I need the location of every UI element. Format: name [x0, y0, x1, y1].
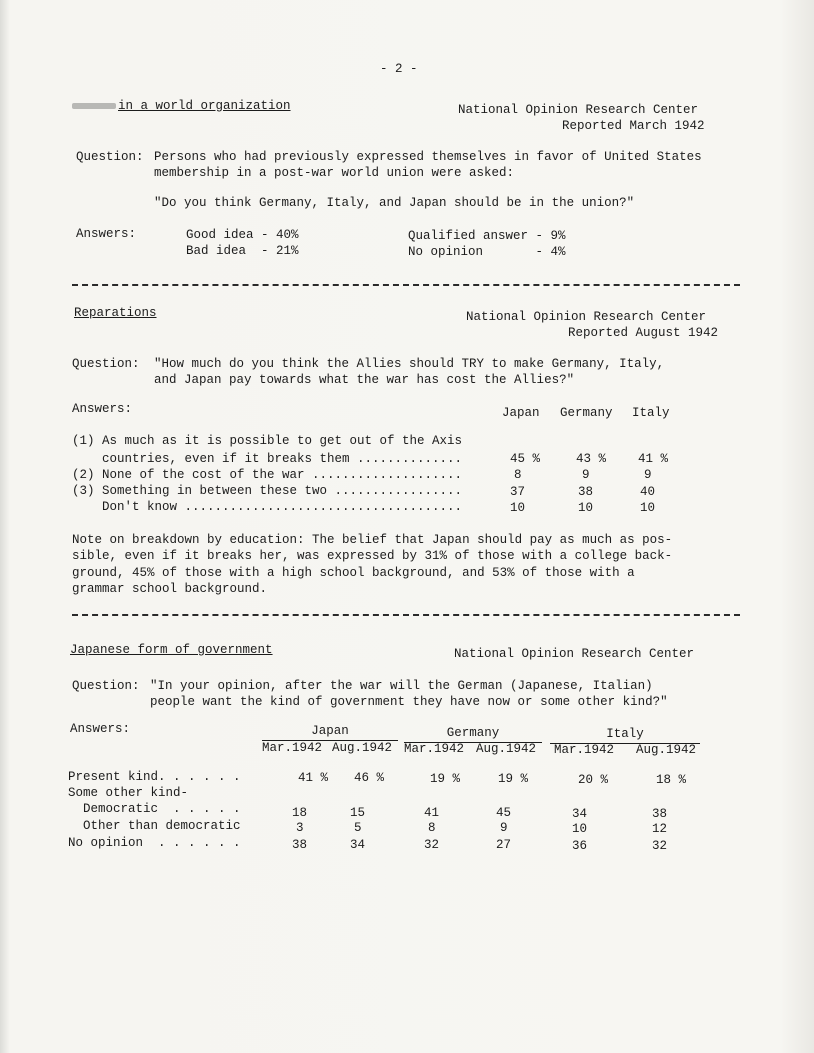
section1-answers-label: Answers: [76, 227, 137, 241]
section3-question-label: Question: [72, 679, 140, 693]
table-row-label: (2) None of the cost of the war .................... [72, 468, 463, 482]
section3-group-germany: Germany [446, 726, 500, 740]
table-cell: 10 [510, 501, 526, 515]
section2-question-label: Question: [72, 357, 140, 371]
table-row-label: No opinion . . . . . . [68, 836, 241, 850]
table-cell: 10 [578, 501, 594, 515]
section2-question-line2: and Japan pay towards what the war has cost the Allies?" [154, 373, 575, 387]
table-cell: 34 [350, 838, 366, 852]
table-row-label: Democratic . . . . . [68, 802, 241, 816]
table-row-label: Other than democratic [68, 819, 241, 833]
divider [72, 614, 740, 616]
subcol-header: Aug.1942 [332, 741, 393, 755]
section3-group-italy: Italy [606, 727, 644, 741]
section2-answers-label: Answers: [72, 402, 133, 416]
table-cell: 8 [514, 468, 522, 482]
table-cell: 19 % [429, 772, 460, 786]
section1-source: National Opinion Research Center [458, 103, 699, 117]
section1-question-label: Question: [76, 150, 144, 164]
section1-answer-no-opinion: No opinion - 4% [408, 245, 566, 259]
table-cell: 40 [640, 485, 656, 499]
section1-reported: Reported March 1942 [562, 119, 705, 133]
section2-reported: Reported August 1942 [568, 326, 719, 340]
section3-source: National Opinion Research Center [454, 647, 695, 661]
table-row-label: (1) As much as it is possible to get out of the Axis [72, 434, 463, 448]
section1-answer-good: Good idea - 40% [186, 228, 299, 242]
section3-group-japan: Japan [311, 724, 349, 738]
section1-title: in a world organization [118, 99, 291, 113]
section1-question-line1: Persons who had previously expressed themselves in favor of United States [154, 150, 702, 164]
section3-answers-label: Answers: [70, 722, 131, 736]
section2-col-germany: Germany [560, 406, 613, 420]
table-row-label: countries, even if it breaks them .............. [72, 452, 463, 466]
table-cell: 38 [292, 838, 308, 852]
table-cell: 10 [640, 501, 656, 515]
subcol-header: Aug.1942 [636, 743, 697, 757]
subcol-header: Mar.1942 [262, 741, 323, 755]
section2-note-line2: sible, even if it breaks her, was expressed by 31% of those with a college back- [72, 549, 673, 563]
obscured-title-start [72, 103, 116, 109]
table-cell: 27 [496, 838, 512, 852]
table-cell: 45 % [510, 452, 541, 466]
table-cell: 10 [572, 822, 588, 836]
table-row-label: (3) Something in between these two ................. [72, 484, 463, 498]
table-cell: 43 % [576, 452, 607, 466]
table-cell: 8 [428, 821, 436, 835]
section2-col-italy: Italy [632, 406, 670, 420]
table-cell: 37 [510, 485, 526, 499]
table-cell: 34 [572, 807, 588, 821]
subcol-header: Mar.1942 [404, 742, 465, 756]
table-cell: 9 [500, 821, 508, 835]
table-cell: 3 [296, 821, 304, 835]
table-cell: 36 [572, 839, 588, 853]
section3-title: Japanese form of government [70, 643, 273, 657]
table-cell: 41 % [297, 771, 328, 785]
section1-answer-bad: Bad idea - 21% [186, 244, 299, 258]
subcol-header: Aug.1942 [476, 742, 537, 756]
section1-answer-qualified: Qualified answer - 9% [408, 229, 566, 243]
section2-title: Reparations [74, 306, 157, 320]
section2-note-line4: grammar school background. [72, 582, 268, 596]
table-cell: 18 [292, 806, 308, 820]
table-cell: 15 [350, 806, 366, 820]
table-row-label: Present kind. . . . . . [68, 770, 241, 784]
table-cell: 32 [424, 838, 440, 852]
section2-question-line1: "How much do you think the Allies should TRY to make Germany, Italy, [154, 357, 665, 371]
table-cell: 41 [424, 806, 440, 820]
table-cell: 9 [644, 468, 652, 482]
section2-source: National Opinion Research Center [466, 310, 707, 324]
table-cell: 5 [354, 821, 362, 835]
section3-question-line1: "In your opinion, after the war will the German (Japanese, Italian) [150, 679, 653, 693]
table-cell: 12 [652, 822, 668, 836]
section1-question-quote: "Do you think Germany, Italy, and Japan should be in the union?" [154, 196, 635, 210]
table-cell: 45 [496, 806, 512, 820]
table-cell: 46 % [353, 771, 384, 785]
table-cell: 38 [652, 807, 668, 821]
divider [72, 284, 740, 286]
table-cell: 9 [582, 468, 590, 482]
subcol-header: Mar.1942 [554, 743, 615, 757]
page-number: - 2 - [380, 62, 418, 76]
section2-note-line3: ground, 45% of those with a high school background, and 53% of those with a [72, 566, 635, 580]
table-cell: 20 % [577, 773, 608, 787]
table-row-label: Some other kind- [68, 786, 189, 800]
table-cell: 41 % [638, 452, 669, 466]
section1-question-line2: membership in a post-war world union were asked: [154, 166, 515, 180]
section3-question-line2: people want the kind of government they have now or some other kind?" [150, 695, 668, 709]
table-cell: 19 % [497, 772, 528, 786]
table-row-label: Don't know ..................................... [72, 500, 463, 514]
table-cell: 18 % [655, 773, 686, 787]
table-cell: 32 [652, 839, 668, 853]
table-cell: 38 [578, 485, 594, 499]
section2-col-japan: Japan [502, 406, 540, 420]
section2-note-line1: Note on breakdown by education: The belief that Japan should pay as much as pos- [72, 533, 673, 547]
